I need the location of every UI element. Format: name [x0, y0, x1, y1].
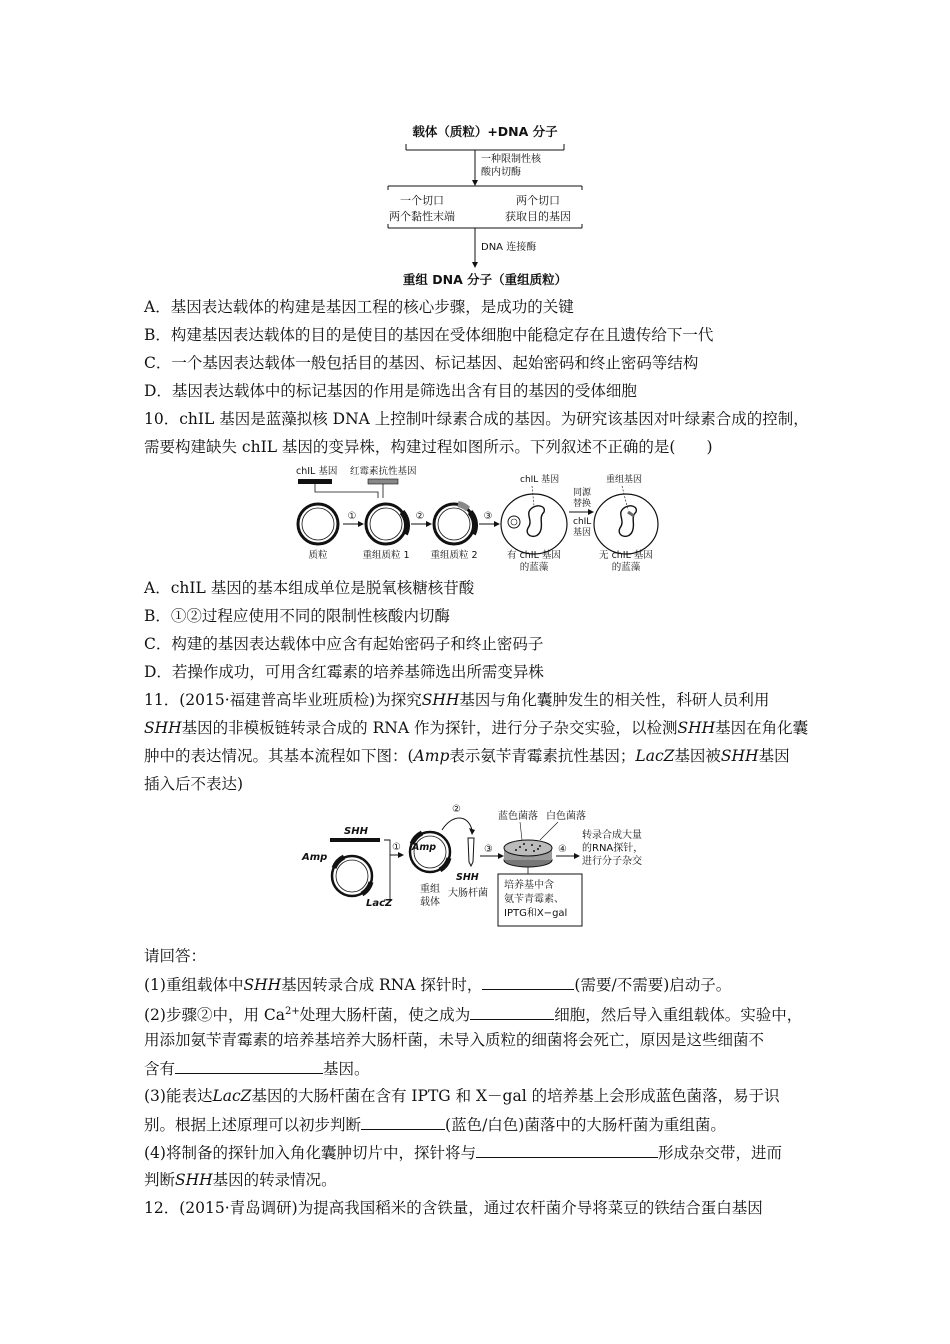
- flow-bottom-label: 重组 DNA 分子（重组质粒）: [402, 272, 568, 287]
- q11-part-2-line-2: 用添加氨苄青霉素的培养基培养大肠杆菌，未导入质粒的细菌将会死亡，原因是这些细菌不: [144, 1031, 765, 1049]
- amp-label: Amp: [302, 852, 328, 863]
- q10-stem-line-2: 需要构建缺失 chIL 基因的变异株，构建过程如图所示。下列叙述不正确的是( ): [144, 438, 713, 456]
- ligase-label: DNA 连接酶: [481, 242, 537, 253]
- sticky-ends-label: 两个黏性末端: [389, 210, 455, 223]
- q9-option-a: A．基因表达载体的构建是基因工程的核心步骤，是成功的关键: [144, 298, 574, 316]
- q10-option-a: A．chIL 基因的基本组成单位是脱氧核糖核苷酸: [144, 579, 475, 597]
- q11-part-2-line-3: 含有 基因。: [144, 1060, 370, 1078]
- medium-label-3: IPTG和X−gal: [504, 908, 568, 919]
- q11-prompt: 请回答：: [144, 947, 207, 965]
- answer-blank-4[interactable]: [361, 1114, 445, 1130]
- one-cut-label: 一个切口: [400, 194, 444, 207]
- chil-knockout-figure: [288, 462, 663, 572]
- probe-label-3: 进行分子杂交: [582, 856, 642, 867]
- cell-label-line-2: 的蓝藻: [519, 562, 549, 572]
- shh-label-2: SHH: [456, 872, 479, 883]
- medium-label-2: 氨苄青霉素、: [504, 894, 564, 905]
- swap-label-2: 替换: [573, 499, 592, 509]
- shh-step-1: ①: [392, 842, 401, 853]
- q11-part-3-line-2: 别。根据上述原理可以初步判断 (蓝色/白色)菌落中的大肠杆菌为重组菌。: [144, 1116, 726, 1134]
- answer-blank-3[interactable]: [175, 1058, 323, 1074]
- q11-stem-line-4: 插入后不表达): [144, 775, 244, 793]
- two-cuts-label: 两个切口: [516, 194, 560, 207]
- step-3: ③: [483, 511, 493, 522]
- ecoli-label: 大肠杆菌: [448, 888, 488, 899]
- swap-label-1: 同源: [573, 488, 592, 498]
- q11-part-1: (1)重组载体中SHH基因转录合成 RNA 探针时， (需要/不需要)启动子。: [144, 976, 732, 994]
- probe-label-2: 的RNA探针，: [582, 843, 644, 854]
- step-1: ①: [347, 511, 357, 522]
- q9-option-c: C．一个基因表达载体一般包括目的基因、标记基因、起始密码和终止密码等结构: [144, 354, 699, 372]
- cell-label-line-1: 有 chIL 基因: [507, 550, 561, 561]
- q11-part-4-line-1: (4)将制备的探针加入角化囊肿切片中，探针将与 形成杂交带，进而: [144, 1144, 782, 1162]
- shh-label: SHH: [344, 826, 368, 837]
- recomb-plasmid-2-circle: [434, 504, 474, 544]
- probe-label-1: 转录合成大量: [582, 830, 642, 841]
- recomb-plasmid-1-label: 重组质粒 1: [362, 550, 410, 561]
- q11-part-2-line-1: (2)步骤②中，用 $Ca^{2+}$处理大肠杆菌，使之成为 细胞，然后导入重组载体。实验中，: [144, 1006, 803, 1025]
- ery-gene-label: 红霉素抗性基因: [350, 466, 417, 477]
- q12-stem-line-1: 12．(2015·青岛调研)为提高我国稻米的含铁量，通过农杆菌介导将菜豆的铁结合蛋白基因: [144, 1199, 763, 1217]
- q11-part-3-line-1: (3)能表达LacZ基因的大肠杆菌在含有 IPTG 和 X－gal 的培养基上会形成蓝色菌落，易于识: [144, 1087, 780, 1105]
- q11-stem-line-3: 肿中的表达情况。其基本流程如下图：(Amp表示氨苄青霉素抗性基因；LacZ基因被SHH基因: [144, 747, 790, 765]
- recomb-vector-label-2: 载体: [420, 897, 440, 908]
- result-label-line-2: 的蓝藻: [611, 562, 641, 572]
- q11-part-4-line-2: 判断SHH基因的转录情况。: [144, 1171, 337, 1189]
- step-2: ②: [415, 511, 425, 522]
- q10-option-c: C．构建的基因表达载体中应含有起始密码子和终止密码子: [144, 635, 544, 653]
- q10-stem-line-1: 10．chIL 基因是蓝藻拟核 DNA 上控制叶绿素合成的基因。为研究该基因对叶绿素合成的控制，: [144, 410, 809, 428]
- cell-chil-label: chIL 基因: [520, 475, 560, 485]
- cyanobacteria-cell: [501, 494, 567, 554]
- lacz-label: LacZ: [366, 898, 393, 909]
- white-colony-label: 白色菌落: [546, 811, 586, 822]
- swap-label-4: 基因: [573, 528, 592, 538]
- enzyme-label-2: 酸内切酶: [481, 167, 521, 178]
- answer-blank-5[interactable]: [476, 1142, 658, 1158]
- recomb-plasmid-1-circle: [366, 504, 406, 544]
- recomb-vector-label-1: 重组: [420, 884, 440, 895]
- swap-label-3: chIL: [573, 517, 592, 527]
- result-label-line-1: 无 chIL 基因: [599, 550, 653, 561]
- answer-blank-2[interactable]: [470, 1004, 554, 1020]
- chil-gene-label: chIL 基因: [296, 466, 338, 477]
- amp-label-2: Amp: [412, 842, 437, 853]
- q9-option-b: B．构建基因表达载体的目的是使目的基因在受体细胞中能稳定存在且遗传给下一代: [144, 326, 714, 344]
- shh-probe-workflow-figure: [300, 800, 660, 940]
- shh-step-2: ②: [452, 804, 461, 815]
- medium-label-1: 培养基中含: [504, 880, 554, 891]
- mutant-cell: [594, 494, 658, 554]
- plasmid-circle: [298, 504, 338, 544]
- chil-gene-bar: [298, 479, 332, 484]
- shh-step-3: ③: [484, 844, 493, 855]
- answer-blank-1[interactable]: [482, 974, 574, 990]
- enzyme-label-1: 一种限制性核: [481, 154, 541, 165]
- ery-gene-bar: [368, 479, 398, 484]
- recomb-gene-label: 重组基因: [606, 475, 643, 485]
- q10-option-b: B．①②过程应使用不同的限制性核酸内切酶: [144, 607, 450, 625]
- shh-bar: [330, 838, 380, 842]
- q11-stem-line-2: SHH基因的非模板链转录合成的 RNA 作为探针，进行分子杂交实验，以检测SHH基因在角化囊: [144, 719, 809, 737]
- shh-step-4: ④: [558, 844, 567, 855]
- q9-option-d: D．基因表达载体中的标记基因的作用是筛选出含有目的基因的受体细胞: [144, 382, 637, 400]
- q10-option-d: D．若操作成功，可用含红霉素的培养基筛选出所需变异株: [144, 663, 544, 681]
- vector-construction-flowchart: [370, 120, 600, 292]
- target-gene-label: 获取目的基因: [505, 210, 571, 223]
- flow-top-label: 载体（质粒）+DNA 分子: [412, 124, 558, 139]
- blue-colony-label: 蓝色菌落: [498, 811, 538, 822]
- q11-stem-line-1: 11．(2015·福建普高毕业班质检)为探究SHH基因与角化囊肿发生的相关性，科研人员利用: [144, 691, 770, 709]
- plasmid-label: 质粒: [308, 550, 328, 561]
- recomb-plasmid-2-label: 重组质粒 2: [430, 550, 478, 561]
